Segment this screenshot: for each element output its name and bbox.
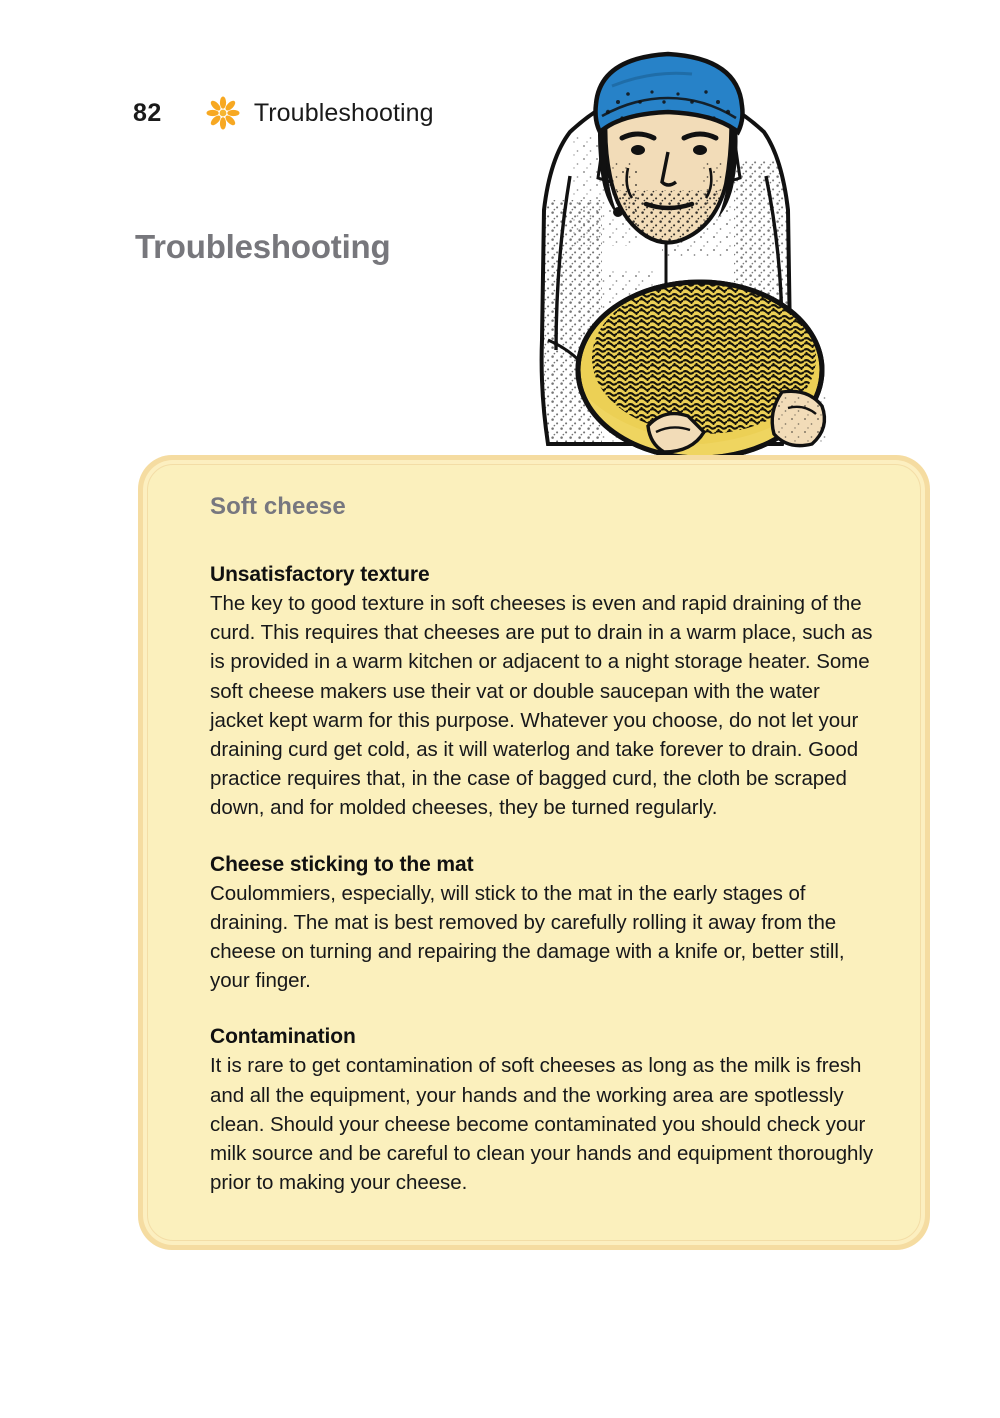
panel-heading: Soft cheese — [210, 493, 346, 520]
troubleshooting-block — [210, 853, 876, 996]
running-header — [133, 93, 434, 133]
panel-border-middle — [143, 460, 925, 1245]
block-body: It is rare to get contamination of soft cheeses as long as the milk is fresh and all the equipment, your hands and the working area are spotlessly clean. Should your cheese become contaminated you should check your milk source and be careful to clean your hands and equipment thoroughly prior to making your cheese. — [210, 1054, 874, 1195]
soft-cheese-panel — [138, 455, 930, 1250]
header-title: Troubleshooting — [253, 98, 434, 127]
flower-icon — [206, 96, 240, 130]
block-body: The key to good texture in soft cheeses is even and rapid draining of the curd. This requires that cheeses are put to drain in a warm place, such as is provided in a warm kitchen or adjacent to a night storage heater. Some soft cheese makers use their vat or double saucepan with the water jacket kept warm for this purpose. Whatever you choose, do not let your draining curd get cold, as it will waterlog and take forever to drain. Good practice requires that, in the case of bagged curd, the cloth be scraped down, and for molded cheeses, they be turned regularly. — [210, 592, 873, 820]
block-title: Unsatisfactory texture — [210, 563, 430, 586]
page-title: Troubleshooting — [135, 228, 391, 266]
troubleshooting-block — [210, 563, 876, 823]
page-number: 82 — [133, 98, 162, 127]
cheesemaker-holding-cheese-wheel-illustration — [452, 40, 872, 465]
block-body: Coulommiers, especially, will stick to the mat in the early stages of draining. The mat is best removed by carefully rolling it away from the cheese on turning and repairing the damage with a knife or, better still, your finger. — [210, 881, 845, 993]
panel-content — [147, 464, 921, 1241]
troubleshooting-block — [210, 1025, 876, 1197]
block-title: Cheese sticking to the mat — [210, 852, 474, 876]
block-title: Contamination — [210, 1025, 356, 1049]
